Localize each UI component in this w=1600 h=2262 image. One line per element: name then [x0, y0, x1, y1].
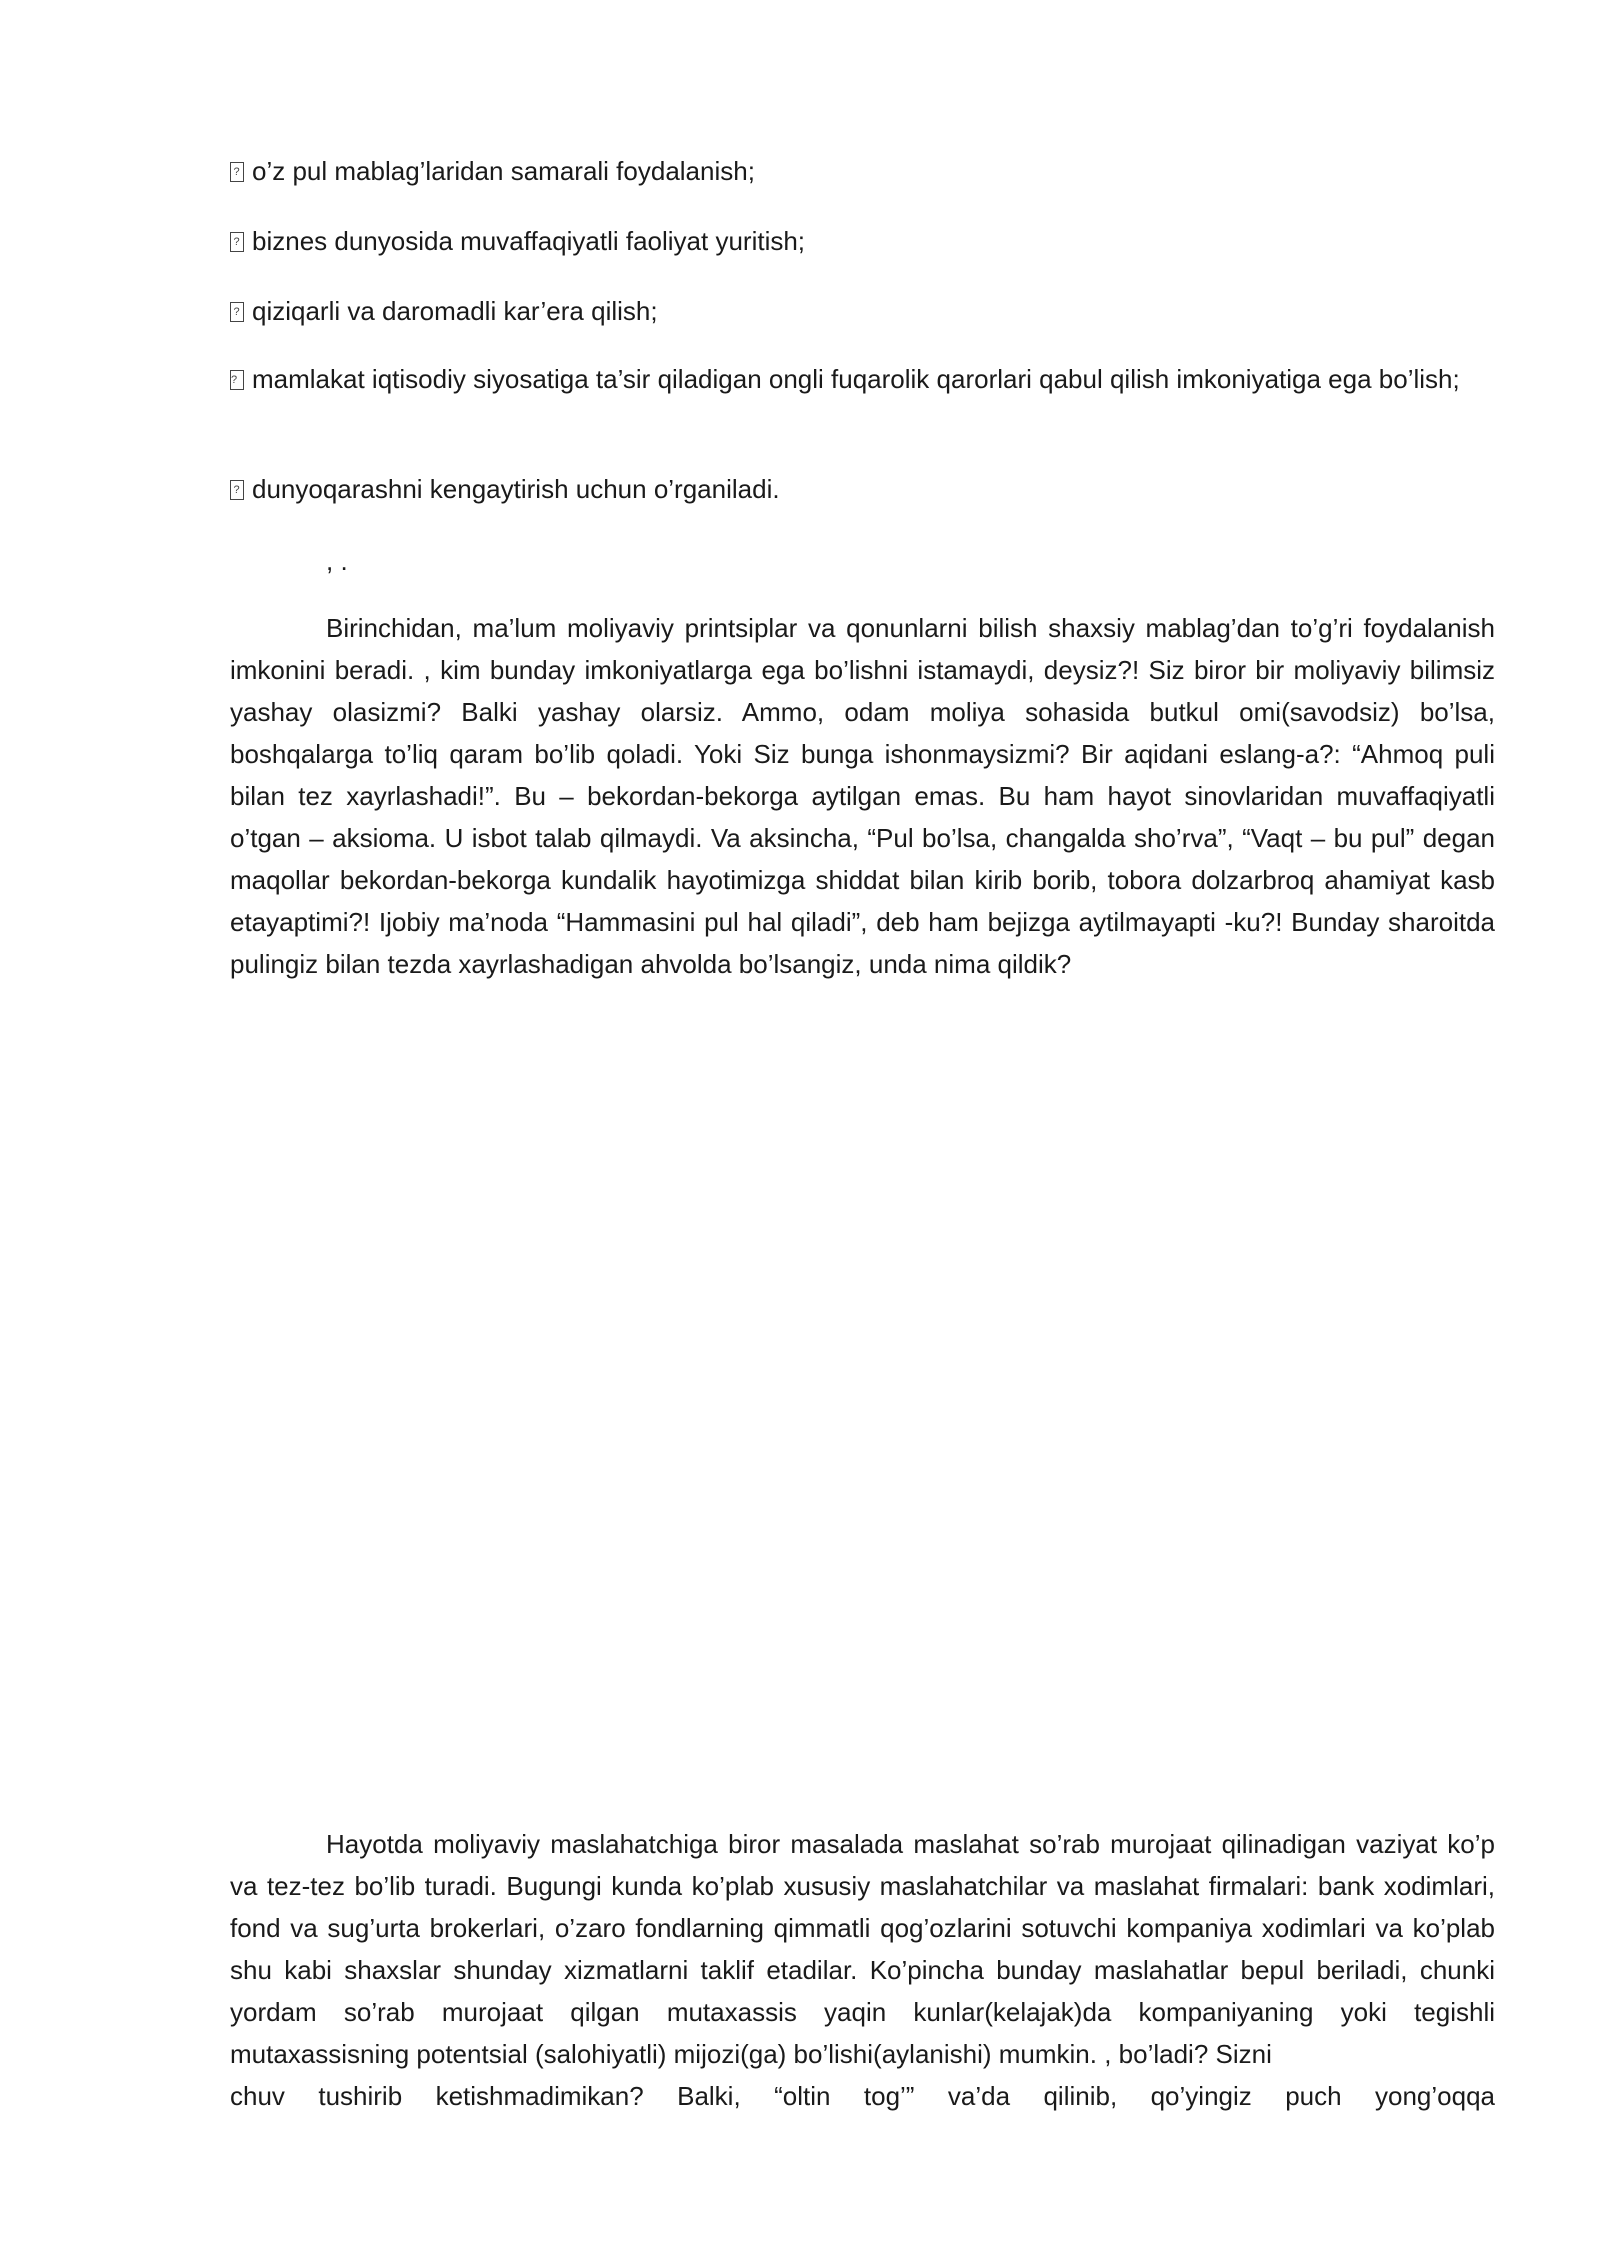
paragraph-last-line: chuv tushirib ketishmadimikan? Balki, “oltin tog’” va’da qilinib, qo’yingiz puch yong’oqqa	[230, 2081, 1495, 2111]
bullet-item	[230, 358, 1495, 400]
missing-glyph-icon	[230, 232, 244, 252]
missing-glyph-icon	[230, 480, 244, 500]
bullet-item	[230, 468, 1495, 510]
paragraph-body-text: Hayotda moliyaviy maslahatchiga biror masalada maslahat so’rab murojaat qilinadigan vaziyat ko’p va tez-tez bo’lib turadi. Bugungi kunda ko’plab xususiy maslahatchilar va maslahat firmalari: bank xodimlari, fond va sug’urta brokerlari, o’zaro fondlarning qimmatli qog’ozlarini sotuvchi kompaniya xodimlari va ko’plab shu kabi shaxslar shunday xizmatlarni taklif etadilar. Ko’pincha bunday maslahatlar bepul beriladi, chunki yordam so’rab murojaat qilgan mutaxassis yaqin kunlar(kelajak)da kompaniyaning yoki tegishli mutaxassisning potentsial (salohiyatli) mijozi(ga) bo’lishi(aylanishi) mumkin. , bo’ladi? Sizni	[230, 1829, 1495, 2069]
missing-glyph-icon	[230, 162, 244, 182]
bullet-item	[230, 220, 1495, 262]
missing-glyph-icon	[230, 302, 244, 322]
bullet-item	[230, 150, 1495, 192]
bullet-text: qiziqarli va daromadli kar’era qilish;	[252, 296, 658, 326]
paragraph-moliyaviy-printsiplar: Birinchidan, ma’lum moliyaviy printsiplar va qonunlarni bilish shaxsiy mablag’dan to’g’ri foydalanish imkonini beradi. , kim bunday imkoniyatlarga ega bo’lishni istamaydi, deysiz?! Siz biror bir moliyaviy bilimsiz yashay olasizmi? Balki yashay olarsiz. Ammo, odam moliya sohasida butkul omi(savodsiz) bo’lsa, boshqalarga to’liq qaram bo’lib qoladi. Yoki Siz bunga ishonmaysizmi? Bir aqidani eslang-a?: “Ahmoq puli bilan tez xayrlashadi!”. Bu – bekordan-bekorga aytilgan emas. Bu ham hayot sinovlaridan muvaffaqiyatli o’tgan – aksioma. U isbot talab qilmaydi. Va aksincha, “Pul bo’lsa, changalda sho’rva”, “Vaqt – bu pul” degan maqollar bekordan-bekorga kundalik hayotimizga shiddat bilan kirib borib, tobora dolzarbroq ahamiyat kasb etayaptimi?! Ijobiy ma’noda “Hammasini pul hal qiladi”, deb ham bejizga aytilmayapti -ku?! Bunday sharoitda pulingiz bilan tezda xayrlashadigan ahvolda bo’lsangiz, unda nima qildik?	[230, 613, 1495, 979]
bullet-text: dunyoqarashni kengaytirish uchun o’rganiladi.	[252, 474, 780, 504]
paragraph-moliyaviy-maslahatchi	[230, 1823, 1495, 2117]
bullet-item	[230, 290, 1495, 332]
missing-glyph-icon	[230, 370, 244, 390]
stray-punctuation: , .	[326, 546, 348, 576]
bullet-text: o’z pul mablag’laridan samarali foydalanish;	[252, 156, 755, 186]
bullet-text: biznes dunyosida muvaffaqiyatli faoliyat yuritish;	[252, 226, 806, 256]
bullet-text: mamlakat iqtisodiy siyosatiga ta’sir qiladigan ongli fuqarolik qarorlari qabul qilish imkoniyatiga ega bo’lish;	[252, 364, 1460, 394]
